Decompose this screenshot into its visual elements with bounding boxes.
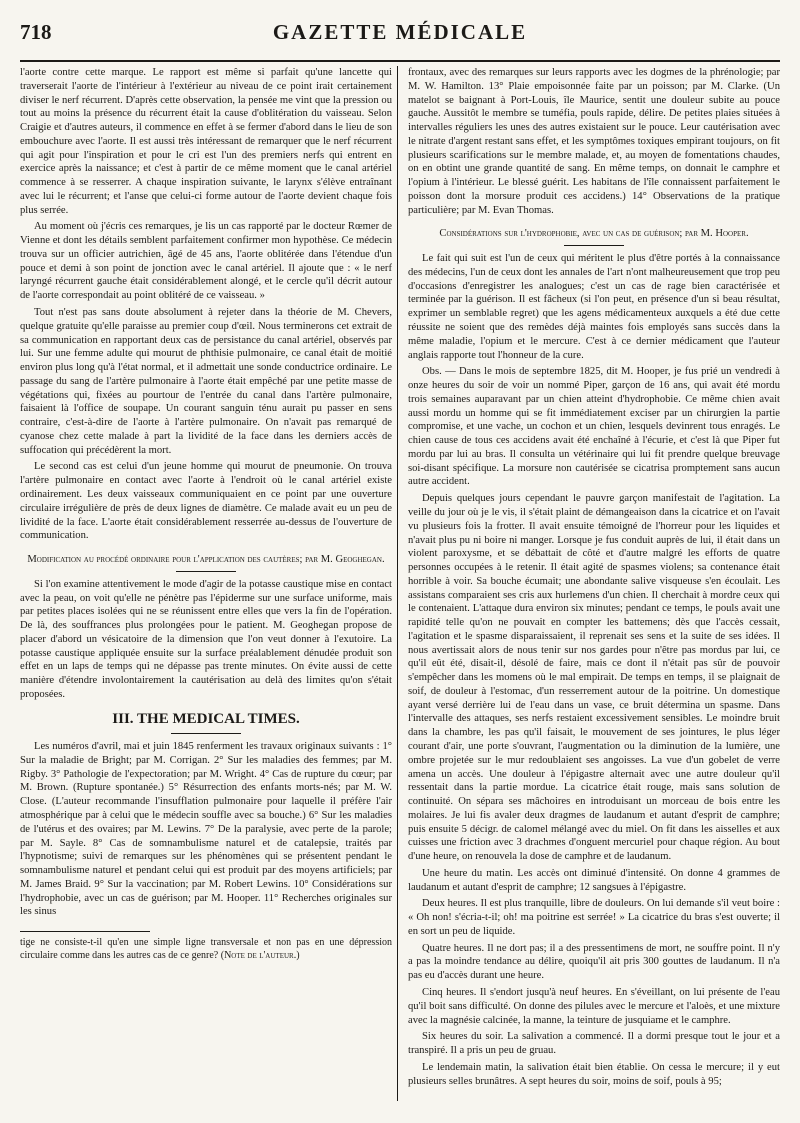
paragraph: Le second cas est celui d'un jeune homme qui mourut de pneumonie. On trouva l'artère pulmonaire en contact avec l'aorte à l'endroit où le canal artériel existe ordinairement. Les deux vaisseaux communiquaient en ce point par une ouverture circulaire irrégulière de près de deux lignes de diamètre. Ce malade avait eu un peu de lividité de la face. L'aorte était considérablement resserrée au-dessus de l'ouverture de communication. xyxy=(20,461,392,542)
header-rule xyxy=(20,60,780,62)
right-column xyxy=(408,66,780,1106)
paragraph: Tout n'est pas sans doute absolument à rejeter dans la théorie de M. Chevers, quelque gratuite qu'elle paraisse au premier coup d'œil. Nous terminerons cet extrait de sa communication en rapportant deux cas de persistance du canal artériel, observés par lui. Sur une femme adulte qui mourut de phthisie pulmonaire, ce canal était de moitié environ plus long qu'à l'état normal, et il admettait une sonde conductrice ordinaire. Le passage du sang de l'artère pulmonaire à l'aorte était empêché par une petite masse de végétations qui, fixées au pourtour de l'entrée du canal dans l'artère pulmonaire, faisaient là l'office de soupape. Un courant sanguin ténu aurait pu passer en sens contraire, c'est-à-dire de l'aorte à l'artère pulmonaire. On n'avait pas remarqué de cyanose chez cette malade à part la lividité de la face dans les derniers accès de suffocation qui précédèrent la mort. xyxy=(20,307,392,456)
section-heading-text: Modification au procédé ordinaire pour l'application des cautères; par M. Geoghegan. xyxy=(27,554,385,566)
paragraph: Cinq heures. Il s'endort jusqu'à neuf heures. En s'éveillant, on lui présente de l'eau qu'il boit sans difficulté. On donne des pilules avec le mercure et l'aloès, et une mixture avec la magnésie calcinée, la manne, la teinture de jusquiame et le camphre. xyxy=(408,987,780,1026)
footnote-signature: (Note de l'auteur.) xyxy=(220,950,300,962)
section-heading-cauteres xyxy=(20,553,392,572)
footnote-text: tige ne consiste-t-il qu'en une simple ligne transversale et non pas en une dépression circulaire comme dans les autres cas de ce genre? xyxy=(20,937,392,962)
footnote-rule xyxy=(20,931,150,932)
paragraph: Le lendemain matin, la salivation était bien établie. On cessa le mercure; il y eut plusieurs selles brunâtres. A sept heures du soir, moins de soif, pouls à 95; xyxy=(408,1061,780,1087)
paragraph: Si l'on examine attentivement le mode d'agir de la potasse caustique mise en contact avec la peau, on voit qu'elle ne pénètre pas l'épiderme sur une surface uniforme, mais par petites places isolées qui ne se réunissent entre elles que vers la fin de l'opération. De là, des souffrances plus prolongées pour le patient. M. Geoghegan propose de placer d'abord un vésicatoire de la dimension que l'on veut donner à l'exutoire. La potasse caustique appliquée ensuite sur la surface préalablement dénudée produit son effet en un laps de temps qui ne dépasse pas trente minutes. On évite aussi de cette manière d'étendre involontairement la cautérisation au delà des limites qu'on s'était proposées. xyxy=(20,578,392,700)
page-number: 718 xyxy=(20,20,52,44)
section-heading-text: Considérations sur l'hydrophobie, avec un cas de guérison; par M. Hooper. xyxy=(439,228,749,240)
page-header xyxy=(20,20,780,52)
paragraph: Le fait qui suit est l'un de ceux qui méritent le plus d'être portés à la connaissance des médecins, l'un de ceux dont les annales de l'art n'ont malheureusement que trop peu d'occasions d'enregistrer les analogues; c'est un cas de rage bien caractérisée et terminée par la guérison. Il est fâcheux (si l'on peut, en présence d'un si beau résultat, exprimer un semblable regret) que les agens médicamenteux auxquels a été due cette réussite ne soient que des remèdes déjà maintes fois employés sans succès dans la même maladie, l'opium et le mercure. C'est à ce dernier médicament que l'auteur anglais rapporte tout l'honneur de la cure. xyxy=(408,253,780,361)
column-divider xyxy=(397,66,398,1101)
section-heading-medical-times xyxy=(20,710,392,735)
paragraph: l'aorte contre cette marque. Le rapport est même si parfait qu'une lancette qui traverserait l'aorte de l'intérieur à l'extérieur au niveau de ce point irait certainement diviser le nerf récurrent. D'après cette observation, la pensée me vint que la pression ou tout au moins la présence du récurrent était la cause d'oblitération du vaisseau. Selon Craigie et d'autres auteurs, il commence en effet à se fermer d'abord dans le lieu de son embouchure avec l'aorte. Il est aussi très intéressant de remarquer que le nerf récurrent qui agit pour l'inspiration et pour le cri est l'un des premiers nerfs qui entrent en exercice après la naissance; et c'est à partir de ce même moment que le canal artériel commence à se resserrer. A chaque inspiration suivante, le larynx s'élève entraînant avec lui le récurrent; et l'anse que celui-ci forme autour de l'aorte devient chaque fois plus serrée. xyxy=(20,67,392,216)
journal-title: GAZETTE MÉDICALE xyxy=(272,20,528,44)
paragraph: Les numéros d'avril, mai et juin 1845 renferment les travaux originaux suivants : 1° Sur la maladie de Bright; par M. Corrigan. 2° Sur les maladies des femmes; par M. Rigby. 3° Pathologie de l'expectoration; par M. Wright. 4° Cas de rupture du cœur; par M. Brown. (Rupture spontanée.) 5° Résurrection des enfants morts-nés; par M. W. Close. (L'auteur recommande l'insufflation pulmonaire pour laquelle il préfère l'air atmosphérique par à celui que le médecin souffle avec sa bouche.) 6° Sur les maladies de l'utérus et des ovaires; par M. Lewins. 7° De la paralysie, avec perte de la parole; par M. Sayle. 8° Cas de somnambulisme naturel et de catalepsie, traités par l'hypnotisme; suivi de remarques sur les phénomènes qui se présentent pendant le somnambulisme naturel et pendant celui qui est produit par des moyens artificiels; par M. James Braid. 9° Sur la vaccination; par M. Robert Lewins. 10° Considérations sur l'hydrophobie, avec un cas de guérison; par M. Hooper. 11° Recherches originales sur les sinus xyxy=(20,741,392,918)
paragraph: Quatre heures. Il ne dort pas; il a des pressentimens de mort, ne souffre point. Il n'y a pas la moindre tendance au délire, quoiqu'il ait pris 300 gouttes de laudanum. Il n'a pas eu d'accès durant une heure. xyxy=(408,942,780,982)
section-separator xyxy=(176,571,236,572)
section-heading-hydrophobie xyxy=(408,227,780,246)
section-separator xyxy=(564,245,624,246)
section-heading-text: III. THE MEDICAL TIMES. xyxy=(112,710,300,727)
section-separator xyxy=(171,733,241,734)
paragraph: frontaux, avec des remarques sur leurs rapports avec les dogmes de la phrénologie; par M. W. Hamilton. 13° Plaie empoisonnée faite par un poisson; par M. Clarke. (Un matelot se baignant à Port-Louis, île Maurice, sentit une douleur subite au pouce gauche. Aussitôt le membre se tuméfia, pouls rapide, délire. De petites plaies situées à intervalles réguliers les unes des autres existaient sur le pouce. Leur cautérisation avec le nitrate d'argent restant sans effet, et les symptômes toxiques empirant toujours, on fit plusieurs scarifications sur le membre malade, et, au moyen de fomentations chaudes, on en obtint une grande quantité de sang. En même temps, on donnait le camphre et l'opium à l'intérieur. Le blessé guérit. Les habitans de l'île connaissent parfaitement le poisson dont la morsure produit ces accidens.) 14° Observations de la pratique particulière; par M. Evan Thomas. xyxy=(408,67,780,216)
footnote xyxy=(20,936,392,962)
paragraph: Obs. — Dans le mois de septembre 1825, dit M. Hooper, je fus prié un vendredi à onze heures du soir de voir un nommé Piper, garçon de 16 ans, qui avait été mordu trois semaines auparavant par un chien atteint d'hydrophobie. Ce même chien avait aussi mordu un homme qui se fit immédiatement exciser par un chirurgien la partie compromise, et une vache, un cochon et un chien, lesquels devinrent tous enragés. Le chien cause de tous ces accidens avait été enchaîné à l'écurie, et c'est là que Piper fut mordu par lui au bras. Il consulta un vétérinaire qui lui fit prendre quelque breuvage soi-disant spécifique. La morsure non cautérisée se cicatrisa promptement sans aucun autre accident. xyxy=(408,366,780,488)
left-column xyxy=(20,66,392,1096)
paragraph: Deux heures. Il est plus tranquille, libre de douleurs. On lui demande s'il veut boire : « Oh non! s'écria-t-il; oh! ma poitrine est serrée! » La cicatrice du bras s'est ouverte; il en sort un peu de liquide. xyxy=(408,898,780,937)
paragraph: Depuis quelques jours cependant le pauvre garçon manifestait de l'agitation. La veille du jour où je le vis, il s'était plaint de démangeaison dans la cicatrice et on l'avait vu plusieurs fois la frotter. Il avait ensuite témoigné de l'horreur pour les liquides et n'avait plus pu ni boire ni manger. Lorsque je fus conduit auprès de lui, il était dans un violent paroxysme, et se débattait de côté et d'autre malgré les efforts de quatre personnes occupées à le retenir. Il était agité de spasmes violens; sa contenance était horrible à voir. Sa bouche écumait; une abondante salive visqueuse s'en écoulait. Les assistans comparaient ses cris aux hurlemens d'un chien. Il cherchait à mordre ceux qui le contenaient. L'attaque dura environ six minutes; pendant ce temps, le pouls avait une rapidité telle qu'on ne pouvait en compter les battemens; dès que l'accès cessait, l'agitation et le spasme disparaissaient, il reprenait ses sens et la suite de ses idées. Il nous avertissait alors de nous tenir sur nos gardes pour n'être pas mordus par lui, ce qu'il eût été, disait-il, désolé de faire, mais ce dont il n'était pas sûr de pouvoir s'empêcher dans les momens où le mal empirait. De temps en temps, il se plaignait de soif, de douleur à l'estomac, d'un resserrement autour de la poitrine. Un domestique ayant versé derrière lui de l'eau dans un vase, ce bruit détermina un spasme. Dans l'intervalle des attaques, ses nerfs restaient excessivement sensibles. Le moindre bruit dans la chambre, les pas qu'il faisait, le mouvement de ses jointures, le plus léger courant d'air, une porte s'ouvrant, l'augmentation ou la diminution de la lumière, une ombre projetée sur le mur redoublaient ses angoisses. La vue d'un gobelet de verre amena un accès. Une douleur à l'épigastre alternait avec une autre douleur qu'il ressentait dans la partie mordue. La cicatrice était rouge, mais sans solution de continuité. On sépara ses mâchoires en introduisant un morceau de bois entre les molaires. Je lui fis avaler deux dragmes de laudanum et autant d'esprit de camphre; puis ensuite 5 décigr. de calomel mélangé avec du miel. On fit dans les aisselles et aux cuisses une friction avec 3 drachmes d'onguent mercuriel pour chaque région. Au bout d'une heure, on renouvela la dose de camphre et de laudanum. xyxy=(408,493,780,863)
paragraph: Au moment où j'écris ces remarques, je lis un cas rapporté par le docteur Rœmer de Vienne et dont les détails semblent parfaitement confirmer mon hypothèse. Ce médecin trouva sur un officier autrichien, âgé de 45 ans, l'aorte oblitérée dans l'étendue d'un pouce et demi à son point de jonction avec le canal artériel. Il ajoute que : « le nerf laryngé récurrent gauche était considérablement alongé, et le cercle qu'il décrit autour de l'aorte correspondait au point oblitéré de ce vaisseau. » xyxy=(20,221,392,302)
paragraph: Six heures du soir. La salivation a commencé. Il a dormi presque tout le jour et a transpiré. Il a pris un peu de gruau. xyxy=(408,1031,780,1057)
paragraph: Une heure du matin. Les accès ont diminué d'intensité. On donne 4 grammes de laudanum et autant d'esprit de camphre; 12 sangsues à l'épigastre. xyxy=(408,867,780,893)
